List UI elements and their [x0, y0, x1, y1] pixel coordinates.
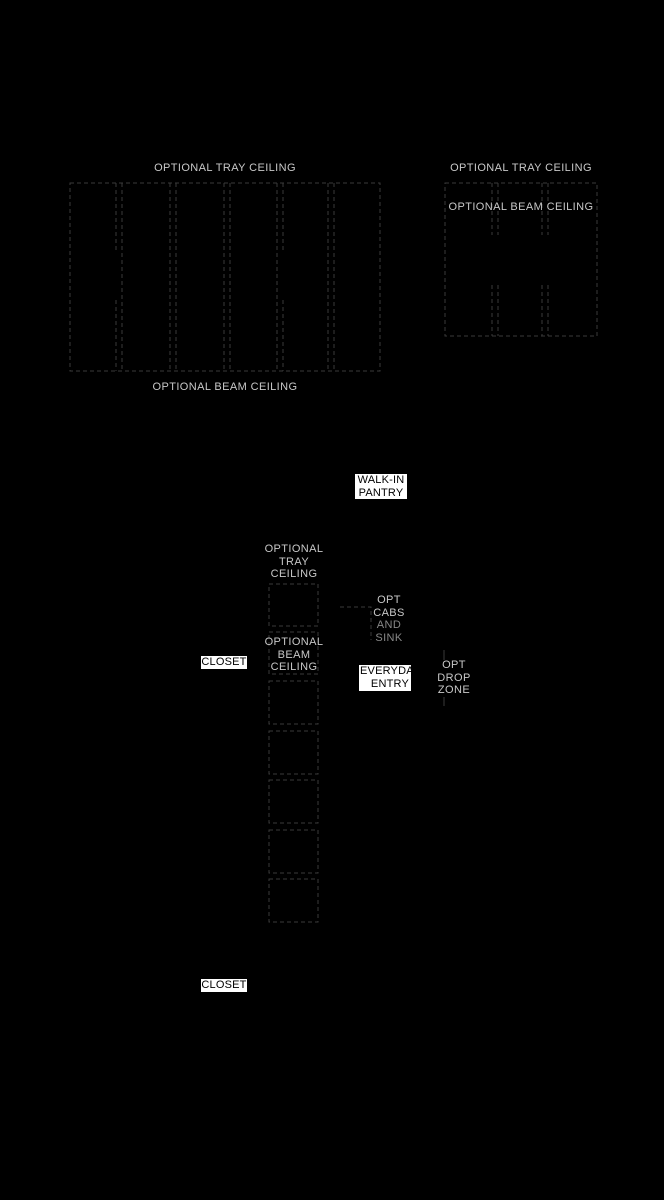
hall-beam-ceiling-label: OPTIONAL BEAM CEILING [264, 636, 324, 673]
hall-ceiling-box [269, 879, 318, 922]
hall-tray-ceiling-label: OPTIONAL TRAY CEILING [264, 543, 324, 580]
hall-ceiling-box [269, 731, 318, 774]
opt-cabs-outline [340, 607, 371, 640]
upper-right-beam-ceiling-label: OPTIONAL BEAM CEILING [448, 201, 594, 213]
everyday-entry-label: EVERYDAY ENTRY [360, 665, 421, 690]
hall-ceiling-box [269, 681, 318, 724]
closet-lower-label: CLOSET [201, 979, 247, 991]
hall-ceiling-box [269, 584, 318, 626]
upper-left-tray-ceiling-label: OPTIONAL TRAY CEILING [154, 162, 296, 174]
opt-cabs-and-sink-label: OPT CABS AND SINK [373, 594, 405, 644]
hall-ceiling-box [269, 780, 318, 823]
upper-right-tray-ceiling-label: OPTIONAL TRAY CEILING [450, 162, 592, 174]
hall-ceiling-box [269, 830, 318, 873]
opt-drop-zone-label: OPT DROP ZONE [437, 659, 471, 696]
upper-left-beam-ceiling-label: OPTIONAL BEAM CEILING [152, 381, 298, 393]
walk-in-pantry-label: WALK-IN PANTRY [355, 474, 407, 499]
closet-upper-label: CLOSET [201, 656, 247, 668]
